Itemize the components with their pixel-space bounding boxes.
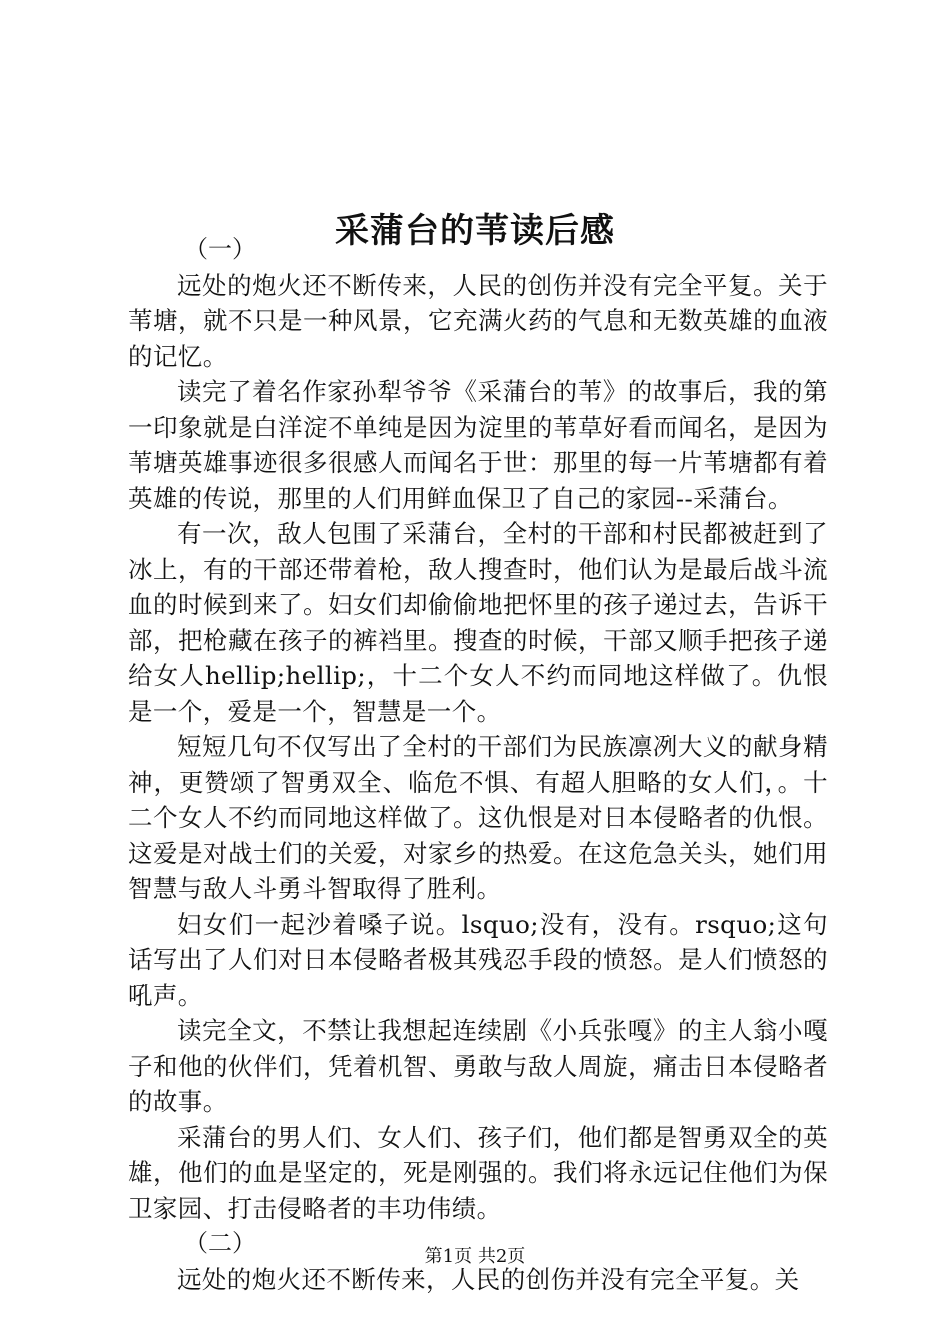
paragraph-1: 远处的炮火还不断传来，人民的创伤并没有完全平复。关于苇塘，就不只是一种风景，它充满火药的气息和无数英雄的血液的记忆。 — [128, 270, 828, 371]
paragraph-2: 读完了着名作家孙犁爷爷《采蒲台的苇》的故事后，我的第一印象就是白洋淀不单纯是因为淀里的苇草好看而闻名，是因为苇塘英雄事迹很多很感人而闻名于世：那里的每一片苇塘都有着英雄的传说，那里的人们用鲜血保卫了自己的家园--采蒲台。 — [128, 377, 828, 513]
page-footer: 第1页 共2页 — [424, 1246, 526, 1267]
paragraph-3: 有一次，敌人包围了采蒲台，全村的干部和村民都被赶到了冰上，有的干部还带着枪，敌人搜查时，他们认为是最后战斗流血的时候到来了。妇女们却偷偷地把怀里的孩子递过去，告诉干部，把枪藏在孩子的裤裆里。搜查的时候，干部又顺手把孩子递给女人hellip;hellip;，十二个女人不约而同地这样做了。仇恨是一个，爱是一个，智慧是一个。 — [128, 519, 828, 726]
paragraph-6: 读完全文，不禁让我想起连续剧《小兵张嘎》的主人翁小嘎子和他的伙伴们，凭着机智、勇敢与敌人周旋，痛击日本侵略者的故事。 — [128, 1016, 828, 1116]
document-title: 采蒲台的苇读后感 — [335, 210, 615, 251]
document-body — [128, 232, 828, 1297]
section-2-heading: （二） — [184, 1229, 256, 1257]
paragraph-5: 妇女们一起沙着嗓子说。lsquo;没有，没有。rsquo;这句话写出了人们对日本侵略者极其残忍手段的愤怒。是人们愤怒的吼声。 — [128, 909, 828, 1010]
paragraph-4: 短短几句不仅写出了全村的干部们为民族凛冽大义的献身精神，更赞颂了智勇双全、临危不惧、有超人胆略的女人们，。十二个女人不约而同地这样做了。这仇恨是对日本侵略者的仇恨。这爱是对战士们的关爱，对家乡的热爱。在这危急关头，她们用智慧与敌人斗勇斗智取得了胜利。 — [128, 732, 828, 903]
paragraph-7: 采蒲台的男人们、女人们、孩子们，他们都是智勇双全的英雄，他们的血是坚定的，死是刚强的。我们将永远记住他们为保卫家园、打击侵略者的丰功伟绩。 — [128, 1122, 828, 1223]
paragraph-8: 远处的炮火还不断传来，人民的创伤并没有完全平复。关 — [177, 1264, 800, 1294]
section-1-heading: （一） — [184, 235, 256, 263]
